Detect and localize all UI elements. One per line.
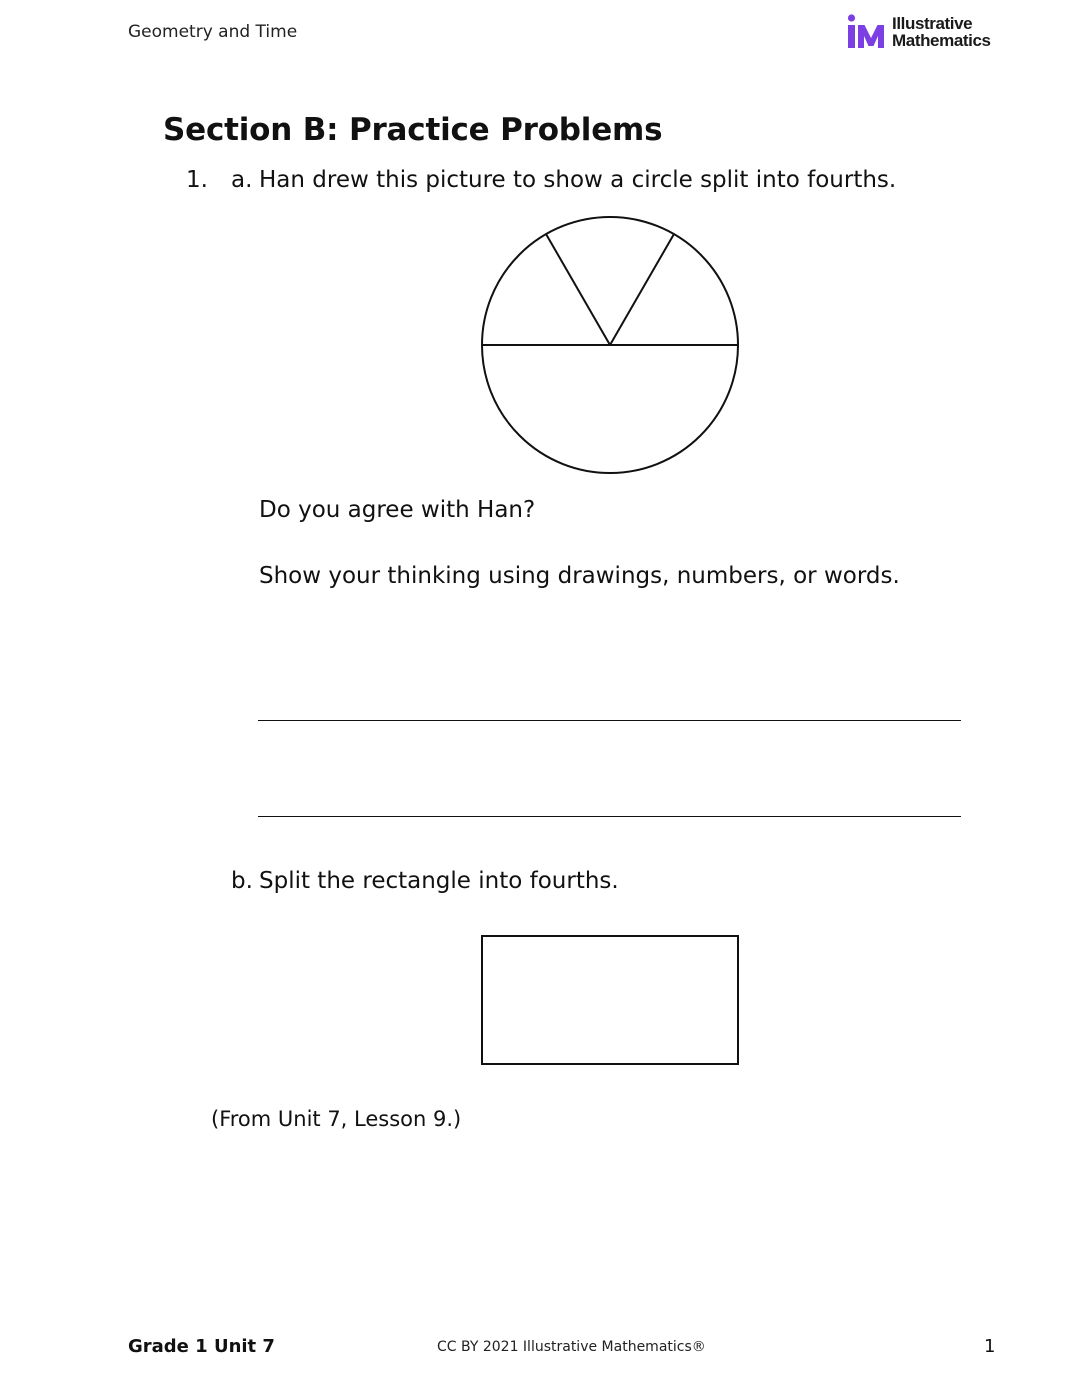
- part-a-prompt: Han drew this picture to show a circle split into fourths.: [259, 167, 897, 193]
- logo-wordmark: [892, 15, 991, 49]
- answer-line-2[interactable]: [258, 816, 961, 817]
- rectangle-figure[interactable]: [478, 932, 742, 1068]
- problem-source-note: (From Unit 7, Lesson 9.): [211, 1107, 462, 1131]
- answer-line-1[interactable]: [258, 720, 961, 721]
- logo-line-1: Illustrative: [892, 14, 973, 33]
- part-a-instruction: Show your thinking using drawings, numbers, or words.: [259, 563, 900, 589]
- footer-license: CC BY 2021 Illustrative Mathematics®: [437, 1339, 706, 1355]
- problem-number: 1.: [186, 167, 208, 193]
- illustrative-mathematics-logo: [847, 14, 1007, 54]
- footer-page-number: 1: [984, 1336, 996, 1357]
- part-a-question: Do you agree with Han?: [259, 497, 536, 523]
- header-unit-title: Geometry and Time: [128, 22, 298, 42]
- section-title: Section B: Practice Problems: [163, 112, 663, 148]
- part-b-label: b.: [231, 868, 253, 894]
- circle-split-figure: [478, 213, 742, 477]
- part-b-prompt: Split the rectangle into fourths.: [259, 868, 619, 894]
- circle-right-radius-line: [610, 234, 674, 345]
- circle-left-radius-line: [546, 234, 610, 345]
- part-a-label: a.: [231, 167, 253, 193]
- logo-line-2: Mathematics: [892, 31, 991, 50]
- footer-grade-unit: Grade 1 Unit 7: [128, 1336, 275, 1357]
- im-logo-icon: [847, 14, 887, 50]
- rectangle-outline: [482, 936, 738, 1064]
